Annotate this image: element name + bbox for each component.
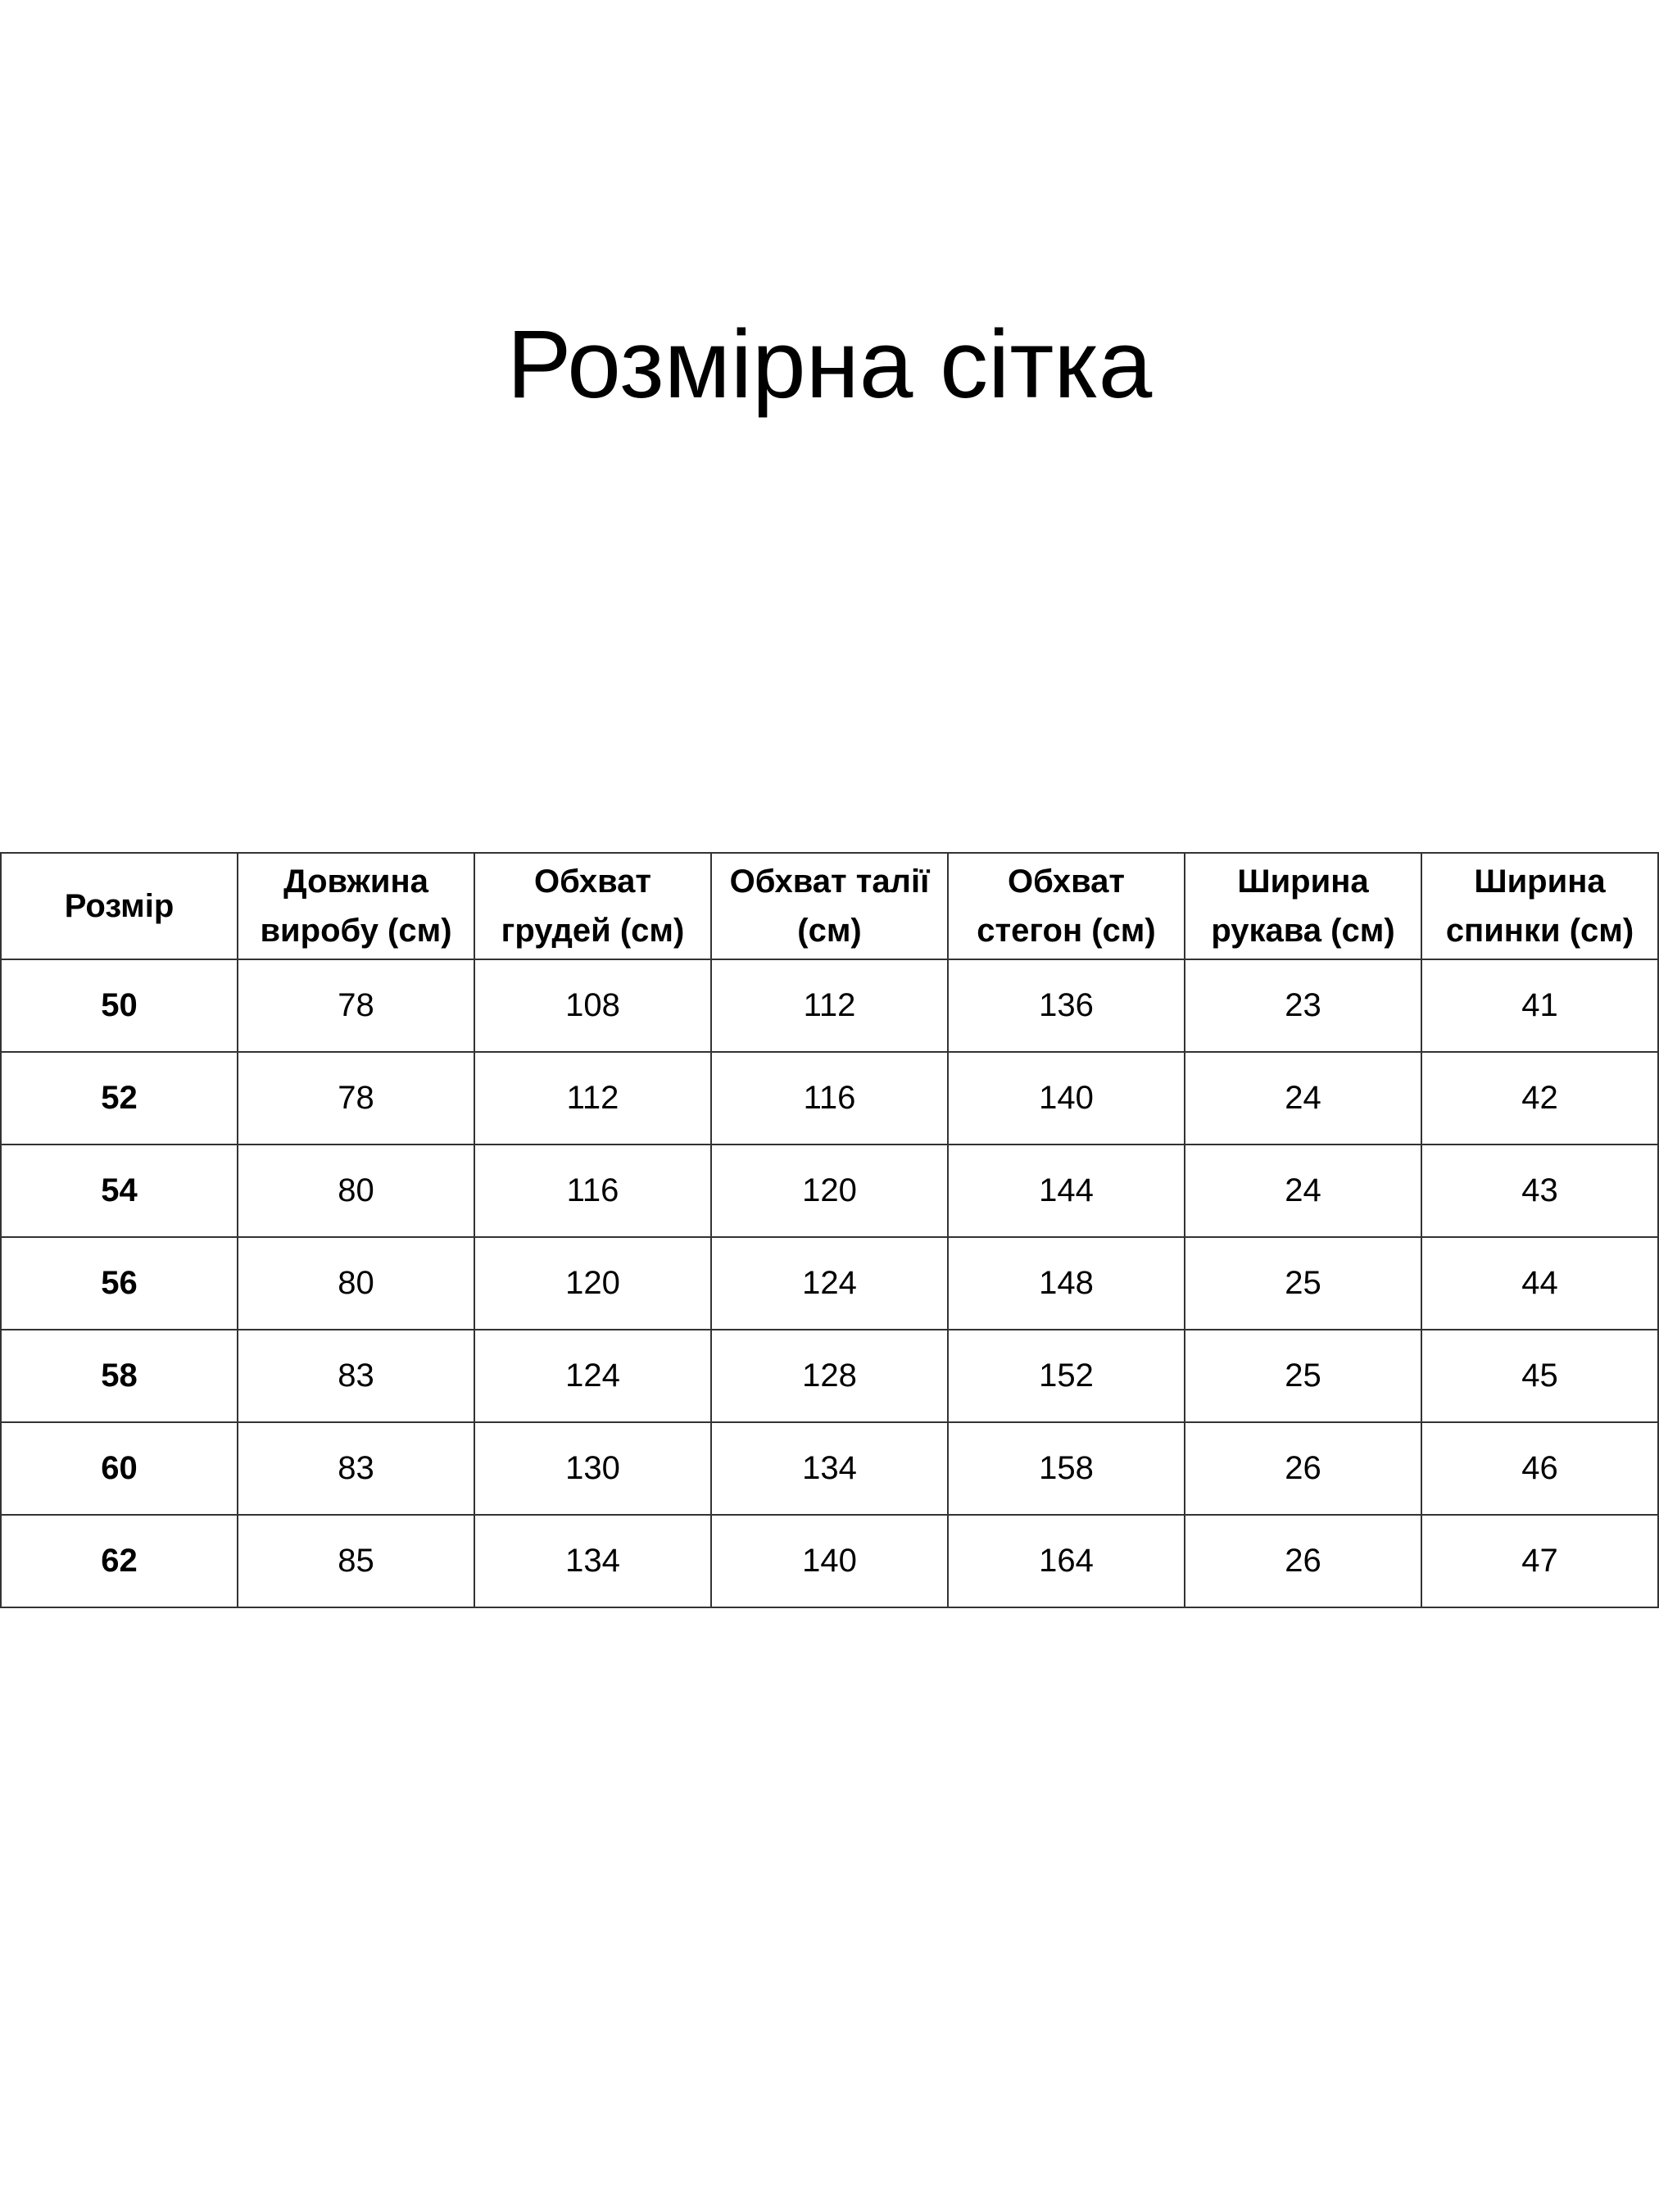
length-cell: 83	[238, 1422, 474, 1515]
chest-cell: 134	[474, 1515, 711, 1607]
sleeve-width-cell: 25	[1185, 1330, 1421, 1422]
back-width-cell: 47	[1421, 1515, 1658, 1607]
table-row	[1, 1237, 1658, 1330]
sleeve-width-cell: 24	[1185, 1145, 1421, 1237]
header-chest	[474, 853, 711, 959]
sleeve-width-cell: 26	[1185, 1422, 1421, 1515]
table-row	[1, 1515, 1658, 1607]
waist-cell: 116	[711, 1052, 948, 1145]
table-header-row	[1, 853, 1658, 959]
chest-cell: 112	[474, 1052, 711, 1145]
size-cell: 50	[1, 959, 238, 1052]
length-cell: 85	[238, 1515, 474, 1607]
hips-cell: 158	[948, 1422, 1185, 1515]
header-sleeve-width-line-1: Ширина	[1237, 863, 1369, 900]
header-back-width-line-1: Ширина	[1474, 863, 1606, 900]
header-chest-line-2: грудей (см)	[501, 913, 685, 949]
waist-cell: 124	[711, 1237, 948, 1330]
size-cell: 62	[1, 1515, 238, 1607]
waist-cell: 128	[711, 1330, 948, 1422]
size-cell: 52	[1, 1052, 238, 1145]
chest-cell: 108	[474, 959, 711, 1052]
header-length-line-1: Довжина	[283, 863, 428, 900]
sleeve-width-cell: 25	[1185, 1237, 1421, 1330]
header-waist-line-2: (см)	[797, 913, 862, 949]
header-sleeve-width-line-2: рукава (см)	[1211, 913, 1395, 949]
hips-cell: 140	[948, 1052, 1185, 1145]
back-width-cell: 44	[1421, 1237, 1658, 1330]
waist-cell: 140	[711, 1515, 948, 1607]
size-cell: 60	[1, 1422, 238, 1515]
header-back-width-line-2: спинки (см)	[1445, 913, 1634, 949]
chest-cell: 130	[474, 1422, 711, 1515]
length-cell: 78	[238, 1052, 474, 1145]
hips-cell: 136	[948, 959, 1185, 1052]
table-row	[1, 1145, 1658, 1237]
header-length	[238, 853, 474, 959]
size-cell: 56	[1, 1237, 238, 1330]
waist-cell: 112	[711, 959, 948, 1052]
back-width-cell: 45	[1421, 1330, 1658, 1422]
size-cell: 58	[1, 1330, 238, 1422]
hips-cell: 152	[948, 1330, 1185, 1422]
back-width-cell: 41	[1421, 959, 1658, 1052]
waist-cell: 120	[711, 1145, 948, 1237]
header-back-width	[1421, 853, 1658, 959]
hips-cell: 148	[948, 1237, 1185, 1330]
sleeve-width-cell: 26	[1185, 1515, 1421, 1607]
back-width-cell: 42	[1421, 1052, 1658, 1145]
header-sleeve-width	[1185, 853, 1421, 959]
chest-cell: 124	[474, 1330, 711, 1422]
hips-cell: 164	[948, 1515, 1185, 1607]
waist-cell: 134	[711, 1422, 948, 1515]
table-row	[1, 1330, 1658, 1422]
header-size	[1, 853, 238, 959]
table-row	[1, 1422, 1658, 1515]
table-row	[1, 959, 1658, 1052]
chest-cell: 120	[474, 1237, 711, 1330]
header-hips-line-2: стегон (см)	[977, 913, 1156, 949]
header-waist-line-1: Обхват талії	[729, 863, 930, 900]
sleeve-width-cell: 24	[1185, 1052, 1421, 1145]
header-hips-line-1: Обхват	[1008, 863, 1125, 900]
header-size-label: Розмір	[64, 888, 175, 924]
header-hips	[948, 853, 1185, 959]
hips-cell: 144	[948, 1145, 1185, 1237]
size-chart-table	[0, 852, 1659, 1608]
header-chest-line-1: Обхват	[534, 863, 651, 900]
length-cell: 78	[238, 959, 474, 1052]
length-cell: 80	[238, 1237, 474, 1330]
length-cell: 83	[238, 1330, 474, 1422]
back-width-cell: 46	[1421, 1422, 1658, 1515]
size-cell: 54	[1, 1145, 238, 1237]
table-row	[1, 1052, 1658, 1145]
header-waist	[711, 853, 948, 959]
back-width-cell: 43	[1421, 1145, 1658, 1237]
length-cell: 80	[238, 1145, 474, 1237]
sleeve-width-cell: 23	[1185, 959, 1421, 1052]
chest-cell: 116	[474, 1145, 711, 1237]
page-title: Розмірна сітка	[506, 310, 1153, 419]
header-length-line-2: виробу (см)	[260, 913, 452, 949]
